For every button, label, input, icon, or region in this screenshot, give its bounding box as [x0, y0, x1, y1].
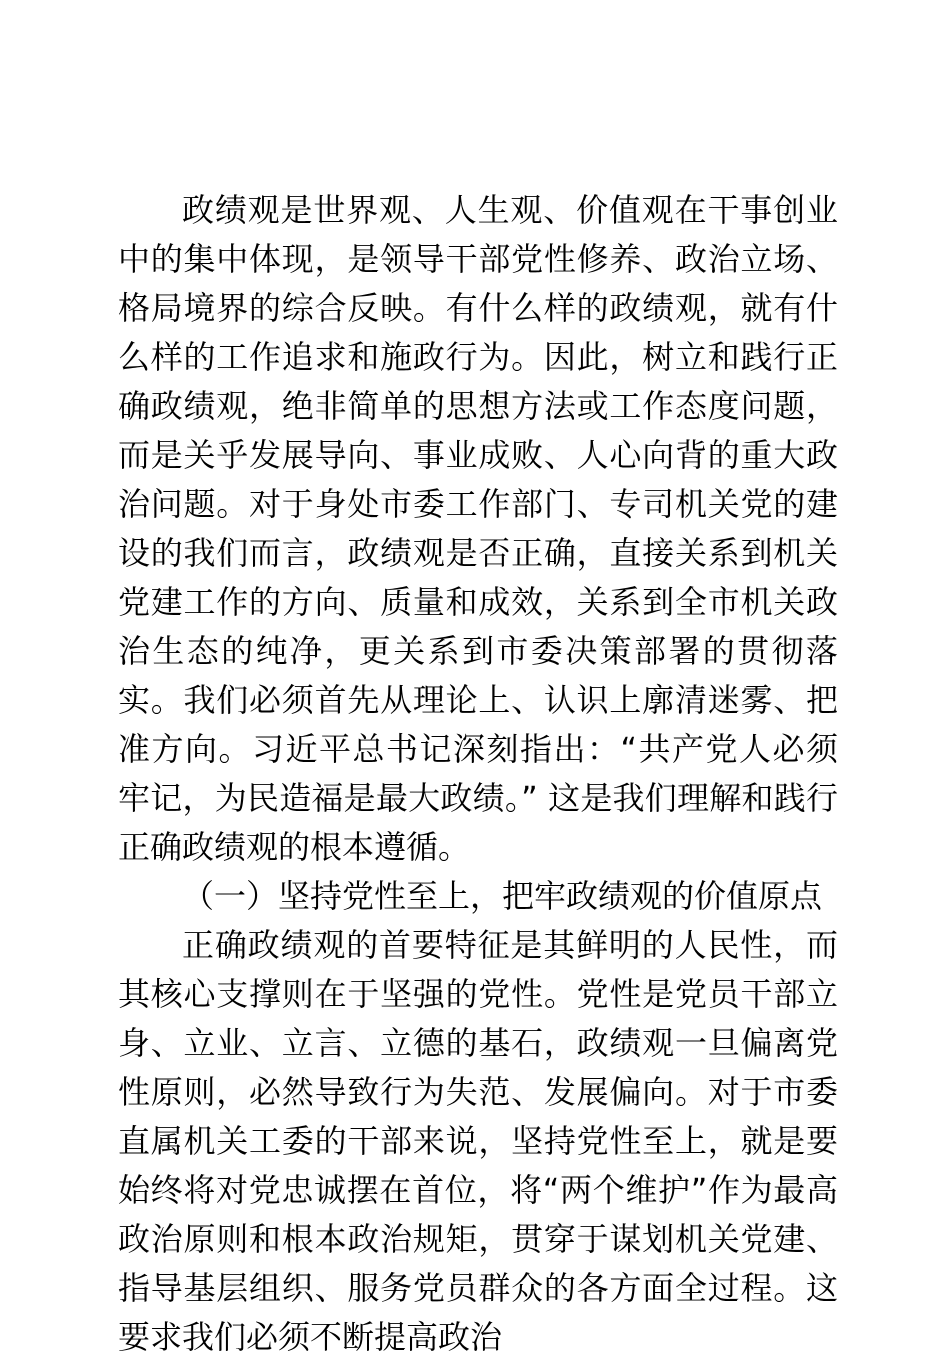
paragraph-opening: 政绩观是世界观、人生观、价值观在干事创业中的集中体现，是领导干部党性修养、政治立场、格局境界的综合反映。有什么样的政绩观，就有什么样的工作追求和施政行为。因此，树立和践行正确政绩观，绝非简单的思想方法或工作态度问题，而是关乎发展导向、事业成败、人心向背的重大政治问题。对于身处市委工作部门、专司机关党的建设的我们而言，政绩观是否正确，直接关系到机关党建工作的方向、质量和成效，关系到全市机关政治生态的纯净，更关系到市委决策部署的贯彻落实。我们必须首先从理论上、认识上廓清迷雾、把准方向。习近平总书记深刻指出：“共产党人必须牢记，为民造福是最大政绩。” 这是我们理解和践行正确政绩观的根本遵循。 — [118, 191, 838, 866]
document-text-column — [118, 186, 838, 1362]
paragraph-section-one-body: 正确政绩观的首要特征是其鲜明的人民性，而其核心支撑则在于坚强的党性。党性是党员干部立身、立业、立言、立德的基石，政绩观一旦偏离党性原则，必然导致行为失范、发展偏向。对于市委直属机关工委的干部来说，坚持党性至上，就是要始终将对党忠诚摆在首位，将“两个维护”作为最高政治原则和根本政治规矩，贯穿于谋划机关党建、指导基层组织、服务党员群众的各方面全过程。这要求我们必须不断提高政治 — [118, 926, 838, 1356]
heading-section-one: （一）坚持党性至上，把牢政绩观的价值原点 — [182, 877, 823, 915]
